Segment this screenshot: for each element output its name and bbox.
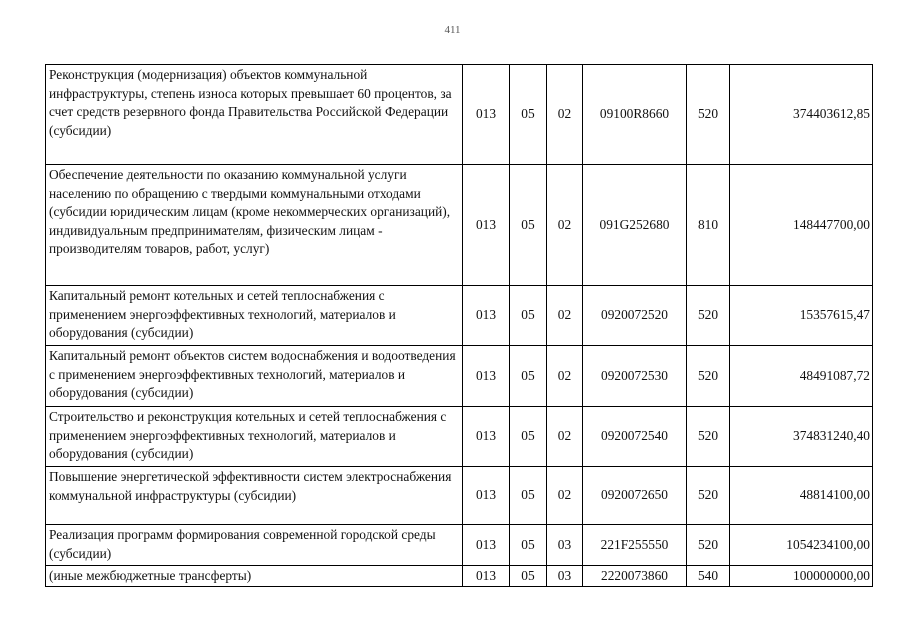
subsection-code-cell: 03 <box>547 525 583 566</box>
row-name-cell: Обеспечение деятельности по оказанию коммунальной услуги населению по обращению с твердыми коммунальными отходами (субсидии юридическим лицам (кроме некоммерческих организаций), индивидуальным предпринимателям, физическим лицам - производителям товаров, работ, услуг) <box>46 165 463 286</box>
subsection-code-cell: 02 <box>547 407 583 467</box>
target-article-cell: 0920072650 <box>583 467 687 525</box>
section-code-cell: 05 <box>510 407 547 467</box>
amount-cell: 374403612,85 <box>730 65 873 165</box>
expense-kind-cell: 520 <box>687 286 730 346</box>
ministry-code-cell: 013 <box>463 286 510 346</box>
table-row <box>46 525 873 566</box>
expense-kind-cell: 520 <box>687 65 730 165</box>
target-article-cell: 091G252680 <box>583 165 687 286</box>
target-article-cell: 0920072530 <box>583 346 687 407</box>
row-name-cell: Капитальный ремонт объектов систем водоснабжения и водоотведения с применением энергоэффективных технологий, материалов и оборудования (субсидии) <box>46 346 463 407</box>
target-article-cell: 0920072540 <box>583 407 687 467</box>
expense-kind-cell: 520 <box>687 346 730 407</box>
table-row <box>46 346 873 407</box>
row-name-cell: Капитальный ремонт котельных и сетей теплоснабжения с применением энергоэффективных технологий, материалов и оборудования (субсидии) <box>46 286 463 346</box>
ministry-code-cell: 013 <box>463 65 510 165</box>
target-article-cell: 2220073860 <box>583 566 687 587</box>
amount-cell: 374831240,40 <box>730 407 873 467</box>
subsection-code-cell: 02 <box>547 286 583 346</box>
table-row <box>46 407 873 467</box>
ministry-code-cell: 013 <box>463 467 510 525</box>
section-code-cell: 05 <box>510 566 547 587</box>
expense-kind-cell: 810 <box>687 165 730 286</box>
amount-cell: 48814100,00 <box>730 467 873 525</box>
row-name-cell: Реализация программ формирования современной городской среды (субсидии) <box>46 525 463 566</box>
table-row <box>46 65 873 165</box>
row-name-cell: Повышение энергетической эффективности систем электроснабжения коммунальной инфраструктуры (субсидии) <box>46 467 463 525</box>
table-row <box>46 467 873 525</box>
subsection-code-cell: 02 <box>547 467 583 525</box>
section-code-cell: 05 <box>510 286 547 346</box>
ministry-code-cell: 013 <box>463 346 510 407</box>
row-name-cell: Реконструкция (модернизация) объектов коммунальной инфраструктуры, степень износа которых превышает 60 процентов, за счет средств резервного фонда Правительства Российской Федерации (субсидии) <box>46 65 463 165</box>
amount-cell: 15357615,47 <box>730 286 873 346</box>
amount-cell: 48491087,72 <box>730 346 873 407</box>
ministry-code-cell: 013 <box>463 566 510 587</box>
target-article-cell: 09100R8660 <box>583 65 687 165</box>
page-number: 411 <box>444 24 461 36</box>
row-name-cell: (иные межбюджетные трансферты) <box>46 566 463 587</box>
target-article-cell: 221F255550 <box>583 525 687 566</box>
table-row <box>46 286 873 346</box>
amount-cell: 100000000,00 <box>730 566 873 587</box>
target-article-cell: 0920072520 <box>583 286 687 346</box>
ministry-code-cell: 013 <box>463 525 510 566</box>
expense-kind-cell: 540 <box>687 566 730 587</box>
section-code-cell: 05 <box>510 346 547 407</box>
subsection-code-cell: 03 <box>547 566 583 587</box>
expense-kind-cell: 520 <box>687 525 730 566</box>
subsection-code-cell: 02 <box>547 346 583 407</box>
budget-table <box>45 64 873 587</box>
section-code-cell: 05 <box>510 165 547 286</box>
table-row <box>46 566 873 587</box>
subsection-code-cell: 02 <box>547 165 583 286</box>
ministry-code-cell: 013 <box>463 407 510 467</box>
amount-cell: 148447700,00 <box>730 165 873 286</box>
section-code-cell: 05 <box>510 65 547 165</box>
subsection-code-cell: 02 <box>547 65 583 165</box>
expense-kind-cell: 520 <box>687 407 730 467</box>
section-code-cell: 05 <box>510 525 547 566</box>
amount-cell: 1054234100,00 <box>730 525 873 566</box>
row-name-cell: Строительство и реконструкция котельных и сетей теплоснабжения с применением энергоэффективных технологий, материалов и оборудования (субсидии) <box>46 407 463 467</box>
section-code-cell: 05 <box>510 467 547 525</box>
table-row <box>46 165 873 286</box>
expense-kind-cell: 520 <box>687 467 730 525</box>
ministry-code-cell: 013 <box>463 165 510 286</box>
